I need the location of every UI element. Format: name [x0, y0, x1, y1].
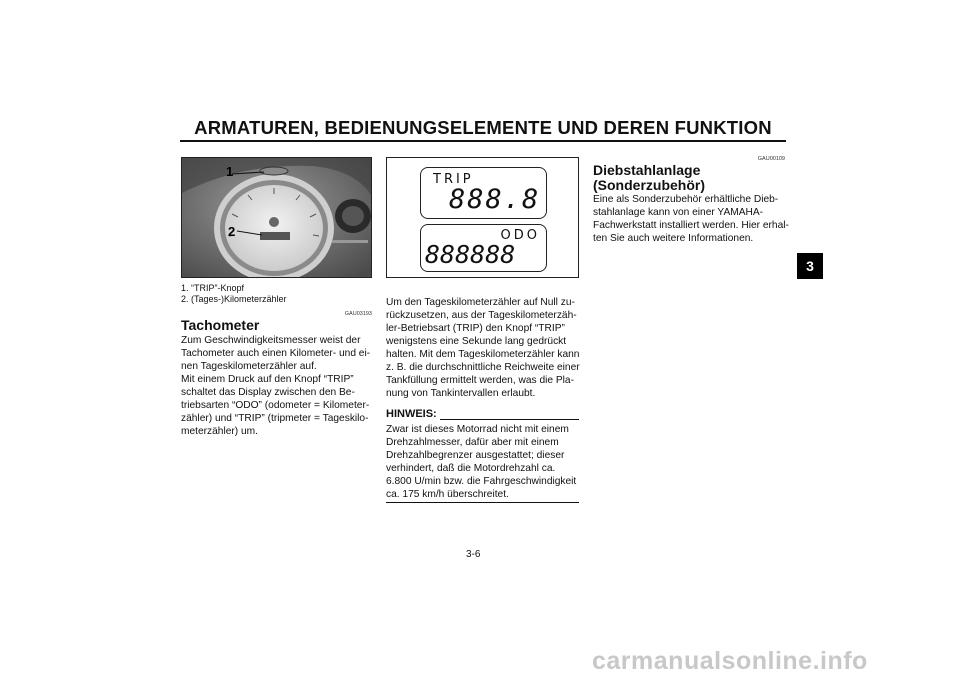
alarm-heading-line1: Diebstahlanlage [593, 162, 701, 178]
note-label: HINWEIS: [386, 408, 437, 420]
trip-display [420, 167, 547, 219]
alarm-paragraph [593, 193, 789, 245]
tachometer-heading: Tachometer [181, 317, 260, 333]
text-line: zähler) und “TRIP” (tripmeter = Tageskilo- [181, 413, 369, 424]
text-line: Zum Geschwindigkeitsmesser weist der [181, 335, 361, 346]
text-line: Fachwerkstatt installiert werden. Hier erhal- [593, 220, 789, 231]
reset-paragraph [386, 296, 582, 400]
watermark: carmanualsonline.info [592, 647, 868, 675]
alarm-heading-line2: (Sonderzubehör) [593, 177, 705, 193]
text-line: ler-Betriebsart (TRIP) den Knopf “TRIP” [386, 323, 565, 334]
text-line: Tankfüllung ermittelt werden, was die Pla- [386, 375, 574, 386]
speedometer-photo [181, 157, 372, 278]
caption-1: 1. “TRIP”-Knopf [181, 283, 245, 293]
callout-2: 2 [228, 224, 236, 239]
odo-display [420, 224, 547, 272]
tachometer-paragraph [181, 334, 376, 438]
text-line: triebsarten “ODO” (odometer = Kilometer- [181, 400, 370, 411]
text-line: Mit einem Druck auf den Knopf “TRIP” [181, 374, 354, 385]
text-line: wenigstens eine Sekunde lang gedrückt [386, 336, 567, 347]
figure1-captions [181, 283, 372, 305]
text-line: Tachometer auch einen Kilometer- und ei- [181, 348, 371, 359]
text-line: ten Sie auch weitere Informationen. [593, 233, 754, 244]
speedometer-illustration [182, 158, 372, 278]
text-line: 6.800 U/min bzw. die Fahrgeschwindigkeit [386, 476, 577, 487]
text-line: halten. Mit dem Tageskilometerzähler kann [386, 349, 580, 360]
note-paragraph [386, 423, 582, 501]
chapter-tab: 3 [797, 253, 823, 279]
text-line: Eine als Sonderzubehör erhältliche Dieb- [593, 194, 779, 205]
text-line: verhindert, daß die Motordrehzahl ca. [386, 463, 556, 474]
trip-digits: 888.8 [449, 184, 541, 215]
note-rule-bottom [386, 502, 579, 503]
text-line: Drehzahlbegrenzer ausgestattet; dieser [386, 450, 565, 461]
text-line: nen Tageskilometerzähler auf. [181, 361, 317, 372]
caption-2: 2. (Tages-)Kilometerzähler [181, 294, 287, 304]
text-line: rückzusetzen, aus der Tageskilometerzäh- [386, 310, 577, 321]
text-line: nung von Tankintervallen erlaubt. [386, 388, 536, 399]
text-line: Drehzahlmesser, dafür aber mit einem [386, 437, 559, 448]
text-line: Um den Tageskilometerzähler auf Null zu- [386, 297, 575, 308]
header-rule [180, 140, 786, 142]
text-line: schaltet das Display zwischen den Be- [181, 387, 355, 398]
trip-label: TRIP [433, 172, 474, 187]
alarm-code: GAU00109 [757, 156, 785, 162]
text-line: ca. 175 km/h überschreitet. [386, 489, 509, 500]
text-line: stahlanlage kann von einer YAMAHA- [593, 207, 764, 218]
text-line: z. B. die durchschnittliche Reichweite einer [386, 362, 580, 373]
page-header-title: ARMATUREN, BEDIENUNGSELEMENTE UND DEREN FUNKTION [194, 117, 772, 138]
page-number: 3-6 [466, 549, 481, 560]
note-rule-top [440, 419, 579, 420]
odo-digits: 888888 [425, 240, 516, 269]
text-line: meterzähler) um. [181, 426, 258, 437]
tachometer-code: GAU03193 [344, 311, 372, 317]
odometer-display-figure [386, 157, 579, 278]
text-line: Zwar ist dieses Motorrad nicht mit einem [386, 424, 569, 435]
callout-1: 1 [226, 164, 234, 179]
odo-label: ODO [500, 228, 540, 243]
